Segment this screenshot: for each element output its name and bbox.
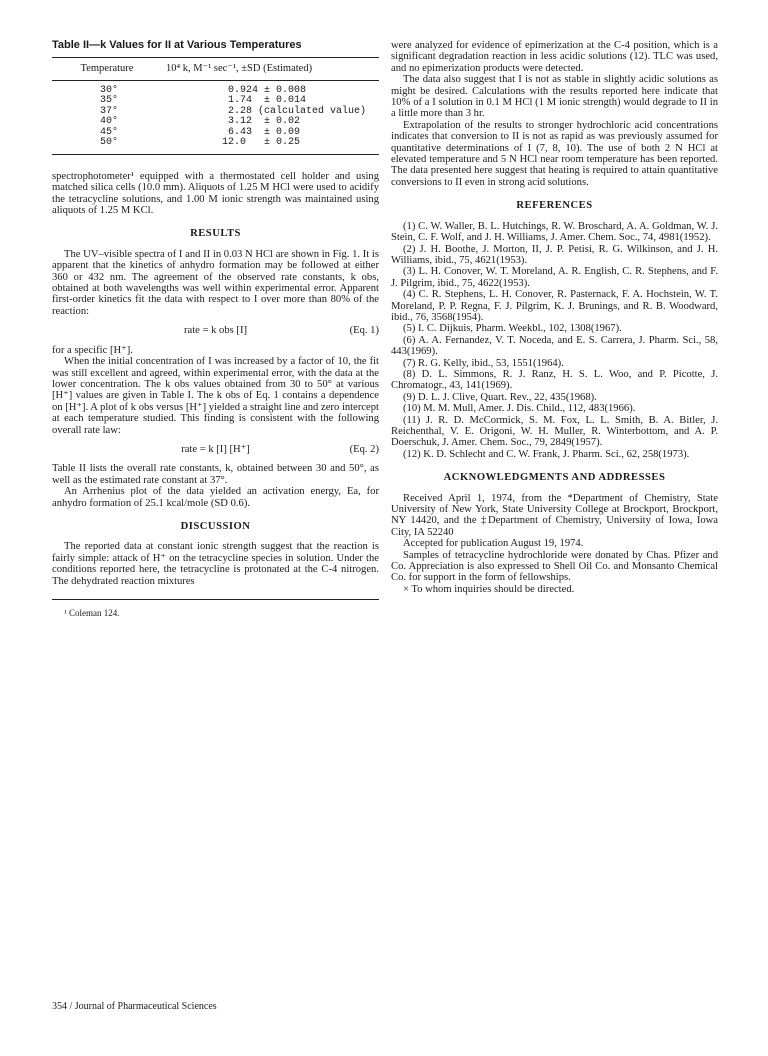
table-cell-temperature: 45° (100, 126, 119, 138)
continued-paragraph-2: The data also suggest that I is not as stable in slightly acidic solutions as might be desired. Calculations with the results reported here indicate that 10% of a I solution in 0.1 M HCl (1 M ionic strength) would degrade to II in a little more than 3 hr. (391, 74, 718, 120)
discussion-paragraph-1: The reported data at constant ionic strength suggest that the reaction is fairly simple: attack of H⁺ on the tetracycline species in solution. Under the conditions reported here, the tetracycline is protonated at the C-4 nitrogen. The dehydrated reaction mixtures (52, 541, 379, 587)
footnote: ¹ Coleman 124. (64, 608, 120, 618)
reference-item: (11) J. R. D. McCormick, S. M. Fox, L. L. Smith, B. A. Bitler, J. Reichenthal, V. E. Origoni, W. H. Muller, R. Winterbottom, and A. P. Doerschuk, J. Amer. Chem. Soc., 79, 2849(1957). (391, 414, 718, 449)
reference-item: (9) D. L. J. Clive, Quart. Rev., 22, 435(1968). (403, 391, 597, 403)
references-list (391, 221, 718, 461)
equation-1-number: (Eq. 1) (349, 325, 379, 337)
right-column (391, 40, 718, 595)
acknowledgments-paragraph-1: Received April 1, 1974, from the *Department of Chemistry, State University of New York, State University College at Brockport, Brockport, NY 14420, and the ‡Department of Chemistry, University of Iowa, Iowa City, IA 52240 (391, 492, 718, 538)
acknowledgments-paragraph-3: Samples of tetracycline hydrochloride were donated by Chas. Pfizer and Co. Appreciation is also expressed to Shell Oil Co. and Monsanto Chemical Co. for support in the form of fellowships. (391, 549, 718, 584)
table-cell-k: 3.12 ± 0.02 (222, 116, 301, 128)
page-footer: 354 / Journal of Pharmaceutical Sciences (52, 1001, 217, 1012)
after-equation-1: for a specific [H⁺]. (52, 344, 133, 356)
intro-paragraph: spectrophotometer¹ equipped with a thermostated cell holder and using matched silica cells (10.0 mm). Aliquots of 1.25 M HCl were used to acidify the tetracycline solutions, and 1.00 M ionic strength was maintained using aliquots of 1.25 M KCl. (52, 170, 379, 217)
acknowledgments-paragraph-2: Accepted for publication August 19, 1974. (403, 538, 584, 550)
footnote-divider (52, 599, 379, 600)
table-row (52, 80, 379, 96)
reference-item: (10) M. M. Mull, Amer. J. Dis. Child., 112, 483(1966). (403, 403, 636, 415)
table-row (52, 138, 379, 154)
reference-item: (2) J. H. Boothe, J. Morton, II, J. P. Petisi, R. G. Wilkinson, and J. H. Williams, ibid., 75, 4621(1953). (391, 243, 718, 266)
table-cell-k: 1.74 ± 0.014 (222, 95, 307, 107)
equation-2 (52, 444, 379, 455)
results-paragraph-3: Table II lists the overall rate constants, k, obtained between 30 and 50°, as well as the estimated rate constant at 37°. (52, 463, 379, 486)
continued-paragraph-3: Extrapolation of the results to stronger hydrochloric acid concentrations indicates that conversion to II is not as rapid as was previously assumed for quantitative determinations of I (7, 8, 10). The use of both 2 N HCl at elevated temperature and 5 N HCl near room temperature has been reported. The data presented here suggest that heating is required to attain quantitative conversions to II even in strong acid solutions. (391, 119, 718, 188)
reference-item: (6) A. A. Fernandez, V. T. Noceda, and E. S. Carrera, J. Pharm. Sci., 58, 443(1969). (391, 334, 718, 358)
reference-item: (3) L. H. Conover, W. T. Moreland, A. R. English, C. R. Stephens, and F. J. Pilgrim, ibid., 75, 4622(1953). (391, 266, 718, 289)
equation-2-body: rate = k [I] [H⁺] (181, 443, 250, 455)
rate-constant-table (52, 57, 379, 154)
results-paragraph-2: When the initial concentration of I was increased by a factor of 10, the fit was still excellent and agreed, within experimental error, with the data at the lower concentration. The k obs values obtained from 30 to 50° at various [H⁺] values are given in Table I. The k obs of Eq. 1 contains a dependence on [H⁺]. A plot of k obs versus [H⁺] yielded a straight line and zero intercept at each temperature studied. This finding is consistent with the following overall rate law: (52, 356, 379, 436)
results-paragraph-4: An Arrhenius plot of the data yielded an activation energy, Ea, for anhydro formation of 25.1 kcal/mole (SD 0.6). (52, 486, 379, 509)
acknowledgments-heading: ACKNOWLEDGMENTS AND ADDRESSES (443, 472, 666, 484)
table-title: Table II—k Values for II at Various Temperatures (52, 39, 302, 51)
table-cell-temperature: 35° (100, 95, 119, 107)
reference-item: (7) R. G. Kelly, ibid., 53, 1551(1964). (403, 357, 564, 369)
references-heading: REFERENCES (516, 200, 593, 212)
reference-item: (8) D. L. Simmons, R. J. Ranz, H. S. L. Woo, and P. Picotte, J. Chromatogr., 43, 141(1969). (391, 368, 718, 392)
table-cell-temperature: 37° (100, 105, 119, 117)
acknowledgments-paragraph-4: × To whom inquiries should be directed. (403, 583, 575, 595)
table-cell-temperature: 30° (100, 84, 119, 96)
reference-item: (5) I. C. Dijkuis, Pharm. Weekbl., 102, 1308(1967). (403, 323, 622, 335)
discussion-heading: DISCUSSION (180, 520, 251, 532)
equation-2-number: (Eq. 2) (349, 443, 379, 455)
table-cell-k: 0.924 ± 0.008 (222, 84, 307, 96)
equation-1-body: rate = k obs [I] (183, 325, 248, 337)
table-cell-temperature: 40° (100, 116, 119, 128)
reference-item: (4) C. R. Stephens, L. H. Conover, R. Pasternack, F. A. Hochstein, W. T. Moreland, P. P. Regna, F. J. Pilgrim, K. J. Brunings, and R. B. Woodward, ibid., 76, 3568(1954). (391, 289, 718, 323)
left-column (52, 40, 379, 619)
results-heading: RESULTS (190, 228, 241, 240)
table-cell-temperature: 50° (52, 138, 162, 154)
continued-paragraph-1: were analyzed for evidence of epimerization at the C-4 position, which is a significant degradation reaction in less acidic solutions (12). TLC was used, and no epimerization products were detected. (391, 40, 718, 74)
table-header-temperature: Temperature (52, 58, 162, 80)
table-cell-k: 12.0 ± 0.25 (162, 138, 379, 154)
table-header-k: 10⁴ k, M⁻¹ sec⁻¹, ±SD (Estimated) (162, 58, 379, 80)
equation-1 (52, 325, 379, 336)
table-cell-k: 2.28 (calculated value) (222, 105, 367, 117)
reference-item: (1) C. W. Waller, B. L. Hutchings, R. W. Broschard, A. A. Goldman, W. J. Stein, C. F. Wolf, and J. H. Williams, J. Amer. Chem. Soc., 74, 4981(1952). (391, 220, 718, 244)
reference-item: (12) K. D. Schlecht and C. W. Frank, J. Pharm. Sci., 62, 258(1973). (403, 448, 690, 460)
table-cell-k: 6.43 ± 0.09 (222, 126, 301, 138)
results-paragraph-1: The UV–visible spectra of I and II in 0.03 N HCl are shown in Fig. 1. It is apparent that the kinetics of anhydro formation may be followed at either 360 or 432 nm. The agreement of the observed rate constants, k obs, obtained at both wavelengths was well within experimental error. Apparent first-order kinetics fit the data with respect to I over more than 80% of the reaction: (52, 248, 379, 317)
